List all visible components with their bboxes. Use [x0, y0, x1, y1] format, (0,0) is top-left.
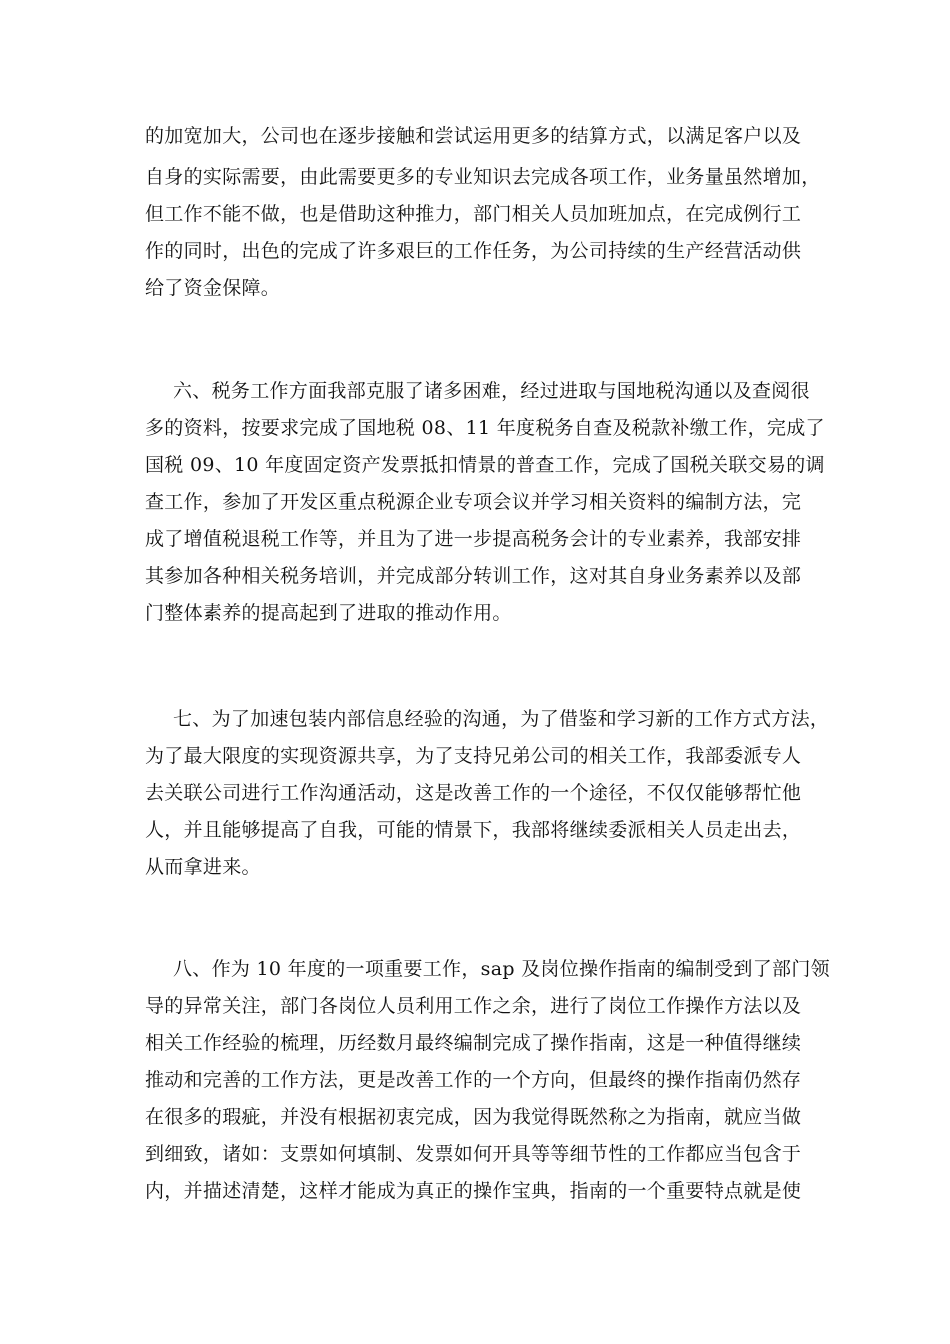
paragraph-line: 给了资金保障。 [145, 277, 281, 299]
paragraph-line: 从而拿进来。 [145, 856, 261, 878]
paragraph-line: 为了最大限度的实现资源共享，为了支持兄弟公司的相关工作，我部委派专人 [145, 745, 802, 767]
paragraph-line: 门整体素养的提高起到了进取的推动作用。 [145, 602, 512, 624]
paragraph-line: 国税 09、10 年度固定资产发票抵扣情景的普查工作，完成了国税关联交易的调 [145, 454, 825, 476]
paragraph-line: 八、作为 10 年度的一项重要工作，sap 及岗位操作指南的编制受到了部门领 [173, 958, 830, 980]
paragraph-line: 六、税务工作方面我部克服了诸多困难，经过进取与国地税沟通以及查阅很 [173, 380, 810, 402]
paragraph-line: 内，并描述清楚，这样才能成为真正的操作宝典，指南的一个重要特点就是使 [145, 1180, 802, 1202]
paragraph-line: 自身的实际需要，由此需要更多的专业知识去完成各项工作，业务量虽然增加， [145, 166, 821, 188]
paragraph-line: 其参加各种相关税务培训，并完成部分转训工作，这对其自身业务素养以及部 [145, 565, 802, 587]
paragraph-line: 多的资料，按要求完成了国地税 08、11 年度税务自查及税款补缴工作，完成了 [145, 417, 825, 439]
paragraph-line: 作的同时，出色的完成了许多艰巨的工作任务，为公司持续的生产经营活动供 [145, 240, 802, 262]
paragraph-line: 查工作，参加了开发区重点税源企业专项会议并学习相关资料的编制方法，完 [145, 491, 802, 513]
paragraph-line: 成了增值税退税工作等，并且为了进一步提高税务会计的专业素养，我部安排 [145, 528, 802, 550]
paragraph-line: 推动和完善的工作方法，更是改善工作的一个方向，但最终的操作指南仍然存 [145, 1069, 802, 1091]
paragraph-line: 的加宽加大，公司也在逐步接触和尝试运用更多的结算方式，以满足客户以及 [145, 125, 802, 147]
paragraph-line: 去关联公司进行工作沟通活动，这是改善工作的一个途径，不仅仅能够帮忙他 [145, 782, 802, 804]
paragraph-line: 相关工作经验的梳理，历经数月最终编制完成了操作指南，这是一种值得继续 [145, 1032, 802, 1054]
paragraph-line: 导的异常关注，部门各岗位人员利用工作之余，进行了岗位工作操作方法以及 [145, 995, 802, 1017]
paragraph-line: 在很多的瑕疵，并没有根据初衷完成，因为我觉得既然称之为指南，就应当做 [145, 1106, 802, 1128]
paragraph-line: 七、为了加速包装内部信息经验的沟通，为了借鉴和学习新的工作方式方法， [173, 708, 830, 730]
paragraph-line: 但工作不能不做，也是借助这种推力，部门相关人员加班加点，在完成例行工 [145, 203, 802, 225]
paragraph-line: 到细致，诸如：支票如何填制、发票如何开具等等细节性的工作都应当包含于 [145, 1143, 802, 1165]
paragraph-line: 人，并且能够提高了自我，可能的情景下，我部将继续委派相关人员走出去， [145, 819, 802, 841]
